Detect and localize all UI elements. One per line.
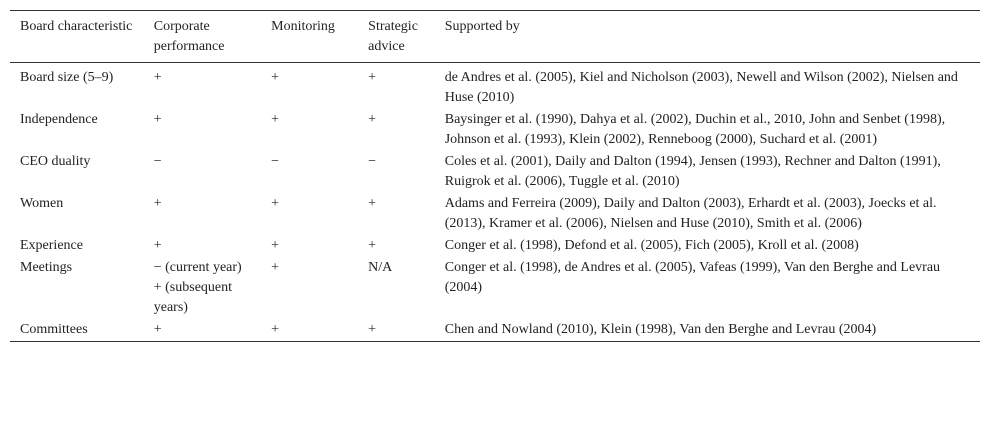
cell-characteristic: Meetings (20, 260, 73, 275)
header-corporate-performance: Corporate performance (153, 19, 225, 54)
cell-supported-by: Conger et al. (1998), Defond et al. (2005), Fich (2005), Kroll et al. (2008) (444, 238, 859, 253)
cell-advice: − (368, 154, 377, 169)
cell-monitoring: + (271, 322, 280, 337)
header-board-characteristic: Board characteristic (20, 19, 133, 34)
table-row (10, 257, 980, 319)
table-header-row (10, 11, 980, 63)
cell-advice: + (368, 196, 377, 211)
cell-characteristic: Committees (20, 322, 88, 337)
cell-characteristic: CEO duality (20, 154, 91, 169)
table-row (10, 193, 980, 235)
cell-characteristic: Women (20, 196, 64, 211)
cell-performance: + (153, 322, 162, 337)
cell-characteristic: Experience (20, 238, 83, 253)
cell-monitoring: + (271, 196, 280, 211)
cell-supported-by: Chen and Nowland (2010), Klein (1998), Van den Berghe and Levrau (2004) (444, 322, 877, 337)
cell-advice: + (368, 112, 377, 127)
cell-advice: N/A (368, 260, 393, 275)
table-row (10, 151, 980, 193)
cell-characteristic: Independence (20, 112, 98, 127)
cell-performance (144, 257, 261, 319)
cell-monitoring: + (271, 260, 280, 275)
cell-performance: + (153, 112, 162, 127)
cell-monitoring: + (271, 70, 280, 85)
cell-performance: + (153, 196, 162, 211)
cell-supported-by: de Andres et al. (2005), Kiel and Nicholson (2003), Newell and Wilson (2002), Nielsen and Huse (2010) (444, 70, 958, 105)
cell-advice: + (368, 238, 377, 253)
header-supported-by: Supported by (444, 19, 520, 34)
cell-supported-by: Adams and Ferreira (2009), Daily and Dalton (2003), Erhardt et al. (2003), Joecks et al. (2013), Kramer et al. (2006), Nielsen and Huse (2010), Smith et al. (2006) (444, 196, 937, 231)
cell-performance: − (153, 154, 162, 169)
cell-advice: + (368, 70, 377, 85)
cell-monitoring: − (271, 154, 280, 169)
cell-supported-by: Coles et al. (2001), Daily and Dalton (1994), Jensen (1993), Rechner and Dalton (1991), Ruigrok et al. (2006), Tuggle et al. (2010) (444, 154, 941, 189)
cell-monitoring: + (271, 238, 280, 253)
cell-supported-by: Conger et al. (1998), de Andres et al. (2005), Vafeas (1999), Van den Berghe and Levrau (2004) (444, 260, 941, 295)
performance-subsequent-years: + (subsequent years) (153, 280, 233, 315)
cell-characteristic: Board size (5–9) (20, 70, 114, 85)
board-characteristics-table (10, 10, 980, 342)
header-monitoring: Monitoring (271, 19, 335, 34)
table-row (10, 109, 980, 151)
performance-current-year: − (current year) (153, 260, 242, 275)
table-row (10, 63, 980, 110)
header-strategic-advice: Strategic advice (368, 19, 418, 54)
cell-performance: + (153, 70, 162, 85)
cell-monitoring: + (271, 112, 280, 127)
table-container (10, 10, 982, 342)
table-row (10, 319, 980, 342)
table-row (10, 235, 980, 257)
cell-performance: + (153, 238, 162, 253)
cell-supported-by: Baysinger et al. (1990), Dahya et al. (2002), Duchin et al., 2010, John and Senbet (1998), Johnson et al. (1993), Klein (2002), Renneboog (2000), Suchard et al. (2001) (444, 112, 946, 147)
cell-advice: + (368, 322, 377, 337)
